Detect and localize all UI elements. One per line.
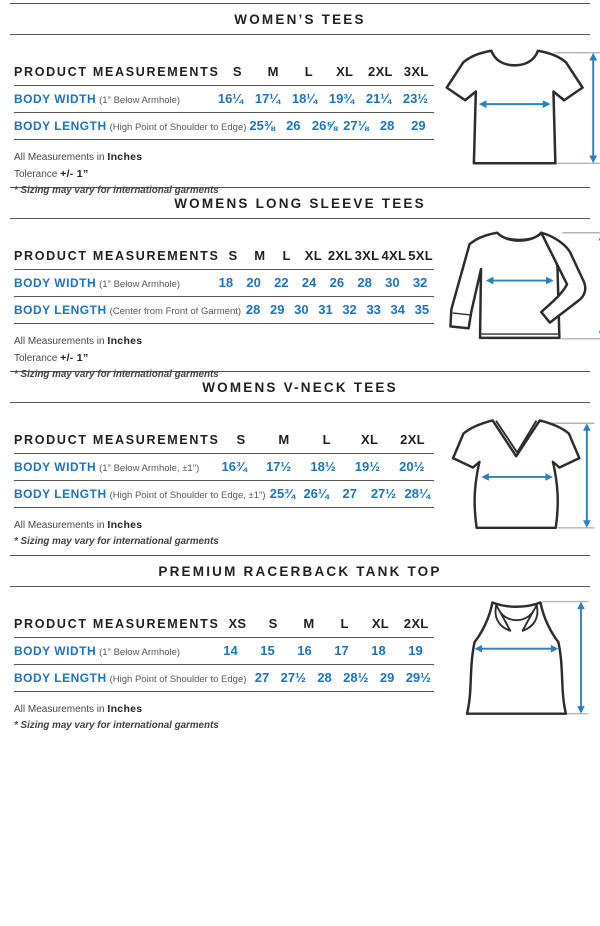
measurements-table [14,428,434,508]
garment-illustration [438,35,600,187]
row-label: BODY WIDTH [14,92,97,106]
measurement-value: 29 [270,302,285,317]
table-header-row [14,612,434,638]
body-width-row [14,638,434,665]
sizing-note: * Sizing may vary for international garments [14,536,219,548]
size-column-header: XL [304,248,322,263]
length-arrow [583,423,591,528]
measurements-table [14,60,434,140]
measurement-value: 25¾ [269,486,296,501]
measurement-value: 28¼ [404,486,430,501]
v-neck-tee-icon [438,411,598,541]
table-header-label: PRODUCT MEASUREMENTS [14,617,220,631]
tolerance-note: Tolerance +/- 1” [14,168,89,181]
row-note: (1" Below Armhole) [99,279,181,290]
section-long-sleeve-tees [0,187,600,381]
table-header-row [14,428,434,454]
body-width-row [14,86,434,113]
measurement-value: 19½ [354,459,381,474]
measurements-table [14,244,434,324]
measurement-value: 26 [286,118,301,133]
measurement-value: 21¼ [365,91,392,106]
measurements-note: All Measurements in Inches [14,703,143,715]
size-column-header: 3XL [354,248,380,263]
size-column-header: M [254,248,266,263]
measurement-value: 15 [260,643,275,658]
section-title-band [10,555,590,587]
measurement-value: 20 [246,275,261,290]
garment-illustration [438,219,600,371]
size-column-header: 2XL [400,432,425,447]
footnotes [14,333,438,383]
measurement-value: 17 [334,643,349,658]
table-header-row [14,60,434,86]
size-column-header: 4XL [381,248,407,263]
measurement-value: 26¼ [303,486,329,501]
size-column-header: L [282,248,291,263]
size-column-header: 3XL [403,64,429,79]
size-column-header: M [303,616,315,631]
measurements-note: All Measurements in Inches [14,519,143,531]
long-sleeve-body-outline [450,233,559,338]
row-note: (1" Below Armhole, ±1") [99,463,200,474]
measurement-value: 16¾ [221,459,247,474]
measurement-value: 32 [412,275,428,290]
measurement-value: 19¾ [328,91,355,106]
measurement-value: 20½ [399,459,425,474]
measurement-value: 25⅜ [249,118,275,133]
size-column-header: S [228,248,238,263]
long-sleeve-tee-icon [438,227,600,357]
size-column-header: XL [361,432,379,447]
measurement-value: 28 [379,118,395,133]
measurement-value: 28½ [343,670,369,685]
racerback-tank-icon [451,595,594,725]
body-length-row [14,113,434,140]
measurement-value: 32 [342,302,357,317]
short-sleeve-tee-icon [438,43,600,173]
body-length-row [14,481,434,508]
tolerance-note: Tolerance +/- 1” [14,352,89,365]
measurement-value: 28 [357,275,372,290]
row-label: BODY WIDTH [14,276,97,290]
body-length-row [14,297,434,324]
measurement-value: 16¼ [217,91,244,106]
size-column-header: S [232,64,242,79]
measurement-value: 17½ [265,459,292,474]
size-column-header: L [322,432,331,447]
size-column-header: XL [336,64,354,79]
v-neck-outline [453,420,579,527]
sizing-note: * Sizing may vary for international garments [14,185,219,197]
row-label: BODY WIDTH [14,644,97,658]
measurement-value: 29 [411,118,426,133]
row-note: (High Point of Shoulder to Edge, ±1") [109,490,266,501]
size-column-header: 2XL [327,248,353,263]
table-header-label: PRODUCT MEASUREMENTS [14,65,220,79]
size-column-header: XL [371,616,390,631]
measurement-value: 28 [245,302,261,317]
size-column-header: S [236,432,246,447]
measurement-value: 19 [408,643,423,658]
footnotes [14,517,438,550]
table-header-row [14,244,434,270]
measurement-value: 31 [318,302,333,317]
measurement-value: 27⅛ [343,118,369,133]
size-column-header: M [278,432,290,447]
measurement-value: 14 [223,643,238,658]
size-column-header: M [267,64,279,79]
row-note: (1" Below Armhole) [99,95,181,106]
measurements-table [14,612,434,692]
measurement-value: 18 [218,275,234,290]
row-note: (Center from Front of Garment) [109,306,242,317]
length-arrow [577,602,585,714]
size-column-header: XS [228,616,247,631]
measurement-value: 29½ [405,670,432,685]
measurement-value: 34 [390,302,406,317]
section-v-neck-tees [0,371,600,555]
measurements-note: All Measurements in Inches [14,151,143,163]
row-label: BODY WIDTH [14,460,97,474]
measurements-note: All Measurements in Inches [14,335,143,347]
size-column-header: 2XL [368,64,393,79]
sizing-note: * Sizing may vary for international garments [14,369,219,381]
measurement-value: 30 [385,275,400,290]
measurement-value: 26 [329,275,345,290]
measurement-value: 28 [317,670,332,685]
footnotes [14,149,438,199]
row-label: BODY LENGTH [14,487,107,501]
section-racerback-tank [0,555,600,739]
body-length-row [14,665,434,692]
measurement-value: 24 [301,275,317,290]
row-note: (High Point of Shoulder to Edge) [109,122,247,133]
size-column-header: 2XL [403,616,429,631]
measurement-value: 16 [297,643,312,658]
body-width-row [14,454,434,481]
row-label: BODY LENGTH [14,671,107,685]
sizing-note: * Sizing may vary for international garments [14,720,219,732]
row-label: BODY LENGTH [14,303,107,317]
tee-outline [447,51,583,164]
measurement-value: 33 [366,302,381,317]
table-header-label: PRODUCT MEASUREMENTS [14,433,220,447]
body-width-row [14,270,434,297]
table-header-label: PRODUCT MEASUREMENTS [14,249,220,263]
measurement-value: 27 [342,486,358,501]
measurement-value: 27½ [370,486,397,501]
measurement-value: 35 [414,302,430,317]
size-column-header: S [268,616,278,631]
row-label: BODY LENGTH [14,119,107,133]
measurement-value: 17¼ [254,91,281,106]
measurement-value: 18 [371,643,386,658]
row-note: (High Point of Shoulder to Edge) [109,674,247,685]
section-womens-tees [0,3,600,197]
length-arrow [589,53,597,164]
footnotes [14,701,438,734]
measurement-value: 30 [294,302,309,317]
garment-illustration [438,587,600,739]
measurement-value: 18¼ [291,91,318,106]
section-title-band [10,3,590,35]
measurement-value: 23½ [402,91,429,106]
measurement-value: 26⅝ [311,118,338,133]
row-note: (1" Below Armhole) [99,647,181,658]
measurement-value: 18½ [310,459,336,474]
size-column-header: L [304,64,314,79]
measurement-value: 27 [254,670,270,685]
section-title: PREMIUM RACERBACK TANK TOP [158,564,442,579]
garment-illustration [438,403,600,555]
section-title: WOMENS V-NECK TEES [202,380,398,395]
size-column-header: 5XL [408,248,434,263]
section-title: WOMENS LONG SLEEVE TEES [174,196,426,211]
measurement-value: 27½ [280,670,306,685]
size-column-header: L [340,616,349,631]
measurement-value: 22 [274,275,289,290]
section-title: WOMEN’S TEES [234,12,366,27]
measurement-value: 29 [379,670,395,685]
tank-outline [467,603,566,714]
